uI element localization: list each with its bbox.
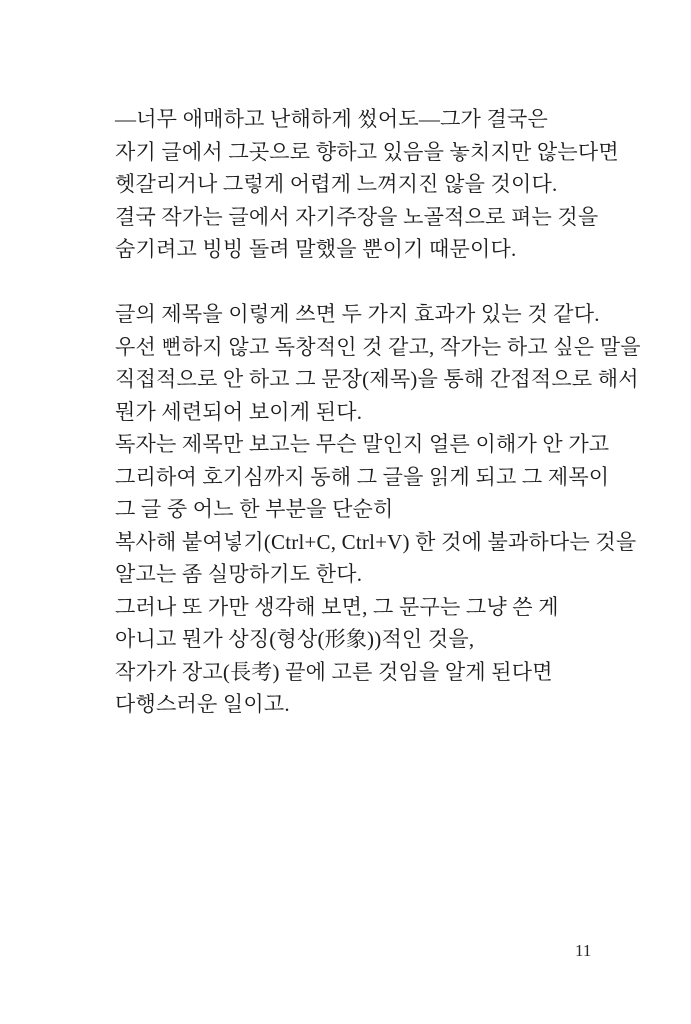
body-text (115, 103, 641, 721)
page-number: 11 (575, 941, 592, 960)
text-line: 우선 뻔하지 않고 독창적인 것 같고, 작가는 하고 싶은 말을 (115, 334, 641, 359)
text-line: 복사해 붙여넣기(Ctrl+C, Ctrl+V) 한 것에 불과하다는 것을 (115, 529, 637, 554)
text-line: —너무 애매하고 난해하게 썼어도—그가 결국은 (115, 107, 548, 131)
text-line: 그러나 또 가만 생각해 보면, 그 문구는 그냥 쓴 게 (115, 594, 559, 619)
text-line: 그 글 중 어느 한 부분을 단순히 (115, 497, 394, 521)
text-line: 직접적으로 안 하고 그 문장(제목)을 통해 간접적으로 해서 (115, 367, 639, 391)
text-line: 아니고 뭔가 상징(형상(形象))적인 것을, (115, 627, 475, 651)
text-line: 헷갈리거나 그렇게 어렵게 느껴지진 않을 것이다. (115, 172, 558, 196)
text-line: 알고는 좀 실망하기도 한다. (115, 562, 363, 586)
text-line: 숨기려고 빙빙 돌려 말했을 뿐이기 때문이다. (115, 237, 517, 261)
text-line: 작가가 장고(長考) 끝에 고른 것임을 알게 된다면 (115, 659, 553, 684)
paragraph (115, 298, 641, 721)
text-line: 그리하여 호기심까지 동해 그 글을 읽게 되고 그 제목이 (115, 464, 610, 489)
text-line: 다행스러운 일이고. (115, 692, 290, 716)
text-line: 글의 제목을 이렇게 쓰면 두 가지 효과가 있는 것 같다. (115, 302, 600, 326)
paragraph (115, 103, 619, 266)
text-line: 자기 글에서 그곳으로 향하고 있음을 놓치지만 않는다면 (115, 139, 619, 164)
text-line: 뭔가 세련되어 보이게 된다. (115, 399, 363, 424)
text-line: 결국 작가는 글에서 자기주장을 노골적으로 펴는 것을 (115, 204, 599, 229)
text-line: 독자는 제목만 보고는 무슨 말인지 얼른 이해가 안 가고 (115, 432, 610, 456)
